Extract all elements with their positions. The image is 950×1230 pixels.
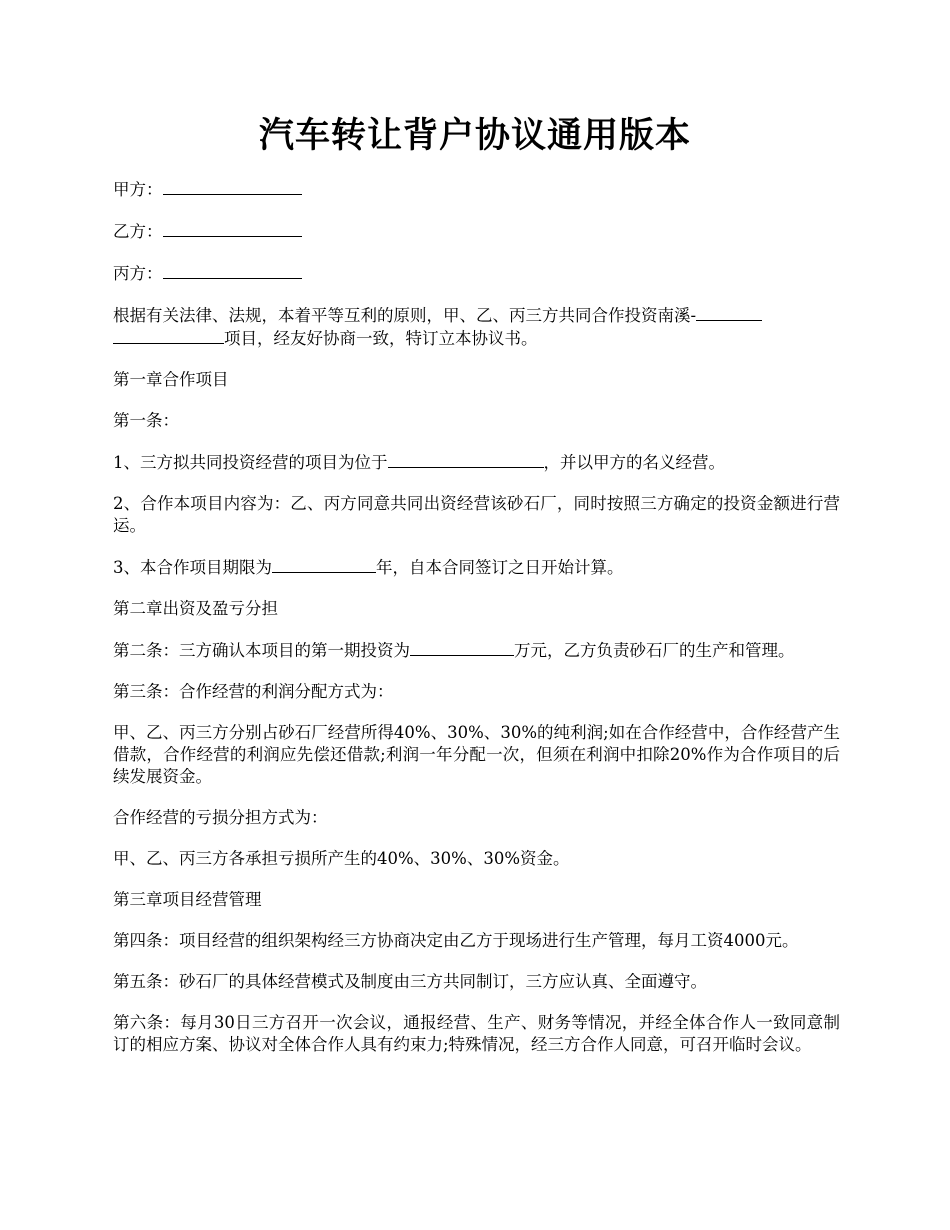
item3-text-a: 3、本合作项目期限为 [113, 558, 272, 577]
chapter3-heading: 第三章项目经营管理 [113, 890, 262, 909]
preamble-paragraph [113, 304, 840, 350]
article4-paragraph: 第四条：项目经营的组织架构经三方协商决定由乙方于现场进行生产管理，每月工资4000元。 [113, 931, 799, 950]
project-name-blank-2 [113, 327, 224, 344]
article1-item1 [113, 451, 840, 474]
party-bing-label: 丙方： [113, 264, 163, 283]
article5-paragraph: 第五条：砂石厂的具体经营模式及制度由三方共同制订，三方应认真、全面遵守。 [113, 972, 707, 991]
party-jia-blank [163, 178, 302, 195]
chapter2-heading: 第二章出资及盈亏分担 [113, 599, 278, 618]
party-jia-line [113, 178, 840, 201]
article2-text-b: 万元，乙方负责砂石厂的生产和管理。 [514, 641, 795, 660]
profit-distribution-paragraph: 甲、乙、丙三方分别占砂石厂经营所得40%、30%、30%的纯利润;如在合作经营中，合作经营产生借款，合作经营的利润应先偿还借款;利润一年分配一次，但须在利润中扣除20%作为合作项目的后续发展资金。 [113, 723, 840, 786]
document-title: 汽车转让背户协议通用版本 [258, 115, 691, 156]
preamble-part2: 项目，经友好协商一致，特订立本协议书。 [224, 329, 538, 348]
document-body [113, 178, 840, 1075]
article6-paragraph: 第六条：每月30日三方召开一次会议，通报经营、生产、财务等情况，并经全体合作人一致同意制订的相应方案、协议对全体合作人具有约束力;特殊情况，经三方合作人同意，可召开临时会议。 [113, 1013, 840, 1054]
item1-text-b: ，并以甲方的名义经营。 [543, 453, 725, 472]
project-term-blank [272, 556, 376, 573]
article1-item2: 2、合作本项目内容为：乙、丙方同意共同出资经营该砂石厂，同时按照三方确定的投资金额进行营运。 [113, 494, 840, 535]
article1-item3 [113, 556, 840, 579]
party-bing-line [113, 262, 840, 285]
party-jia-label: 甲方： [113, 180, 163, 199]
article2-paragraph [113, 639, 840, 662]
preamble-part1: 根据有关法律、法规，本着平等互利的原则，甲、乙、丙三方共同合作投资南溪- [113, 306, 697, 325]
investment-amount-blank [410, 639, 514, 656]
project-name-blank-1 [696, 304, 762, 321]
item1-text-a: 1、三方拟共同投资经营的项目为位于 [113, 453, 388, 472]
loss-sharing-paragraph: 甲、乙、丙三方各承担亏损所产生的40%、30%、30%资金。 [113, 849, 570, 868]
party-yi-label: 乙方： [113, 222, 163, 241]
loss-sharing-heading: 合作经营的亏损分担方式为： [113, 808, 328, 827]
party-yi-blank [163, 220, 302, 237]
article1-heading: 第一条： [113, 411, 179, 430]
article2-text-a: 第二条：三方确认本项目的第一期投资为 [113, 641, 410, 660]
item3-text-b: 年，自本合同签订之日开始计算。 [376, 558, 624, 577]
party-bing-blank [163, 262, 302, 279]
chapter1-heading: 第一章合作项目 [113, 370, 229, 389]
article3-paragraph: 第三条：合作经营的利润分配方式为： [113, 682, 394, 701]
project-location-blank [388, 451, 544, 468]
party-yi-line [113, 220, 840, 243]
